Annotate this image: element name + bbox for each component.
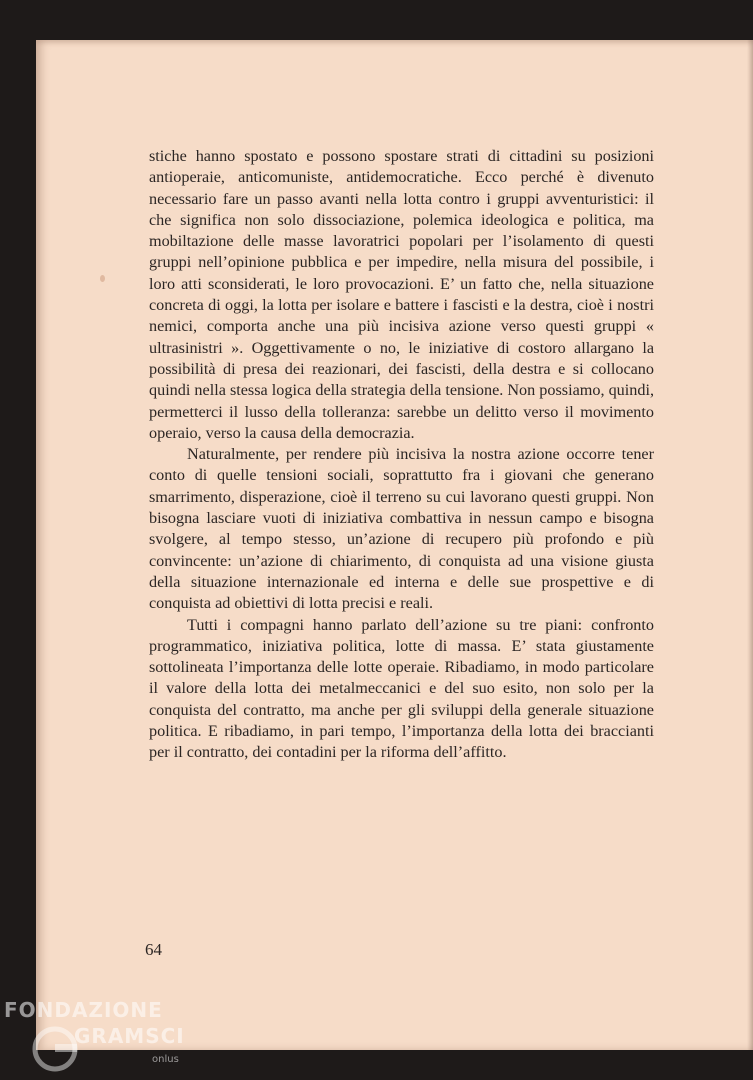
book-page [36, 40, 753, 1050]
paragraph-3: Tutti i compagni hanno parlato dell’azione su tre piani: confronto programmatico, iniziativa politica, lotte di massa. E’ stata giustamente sottolineata l’importanza delle lotte operaie. Ribadiamo, in modo particolare il valore della lotta dei metalmeccanici e del suo esito, non solo per la conquista del contratto, ma anche per gli sviluppi della generale situazione politica. E ribadiamo, in pari tempo, l’importanza della lotta dei braccianti per il contratto, dei contadini per la riforma dell’affitto. [149, 615, 654, 762]
gramsci-logo-icon [30, 1024, 80, 1074]
watermark-line1: FONDAZIONE [4, 998, 163, 1022]
page-edge-shadow [747, 40, 753, 1050]
body-text [149, 146, 654, 764]
paper-speck [100, 275, 105, 282]
paragraph-2: Naturalmente, per rendere più incisiva la nostra azione occorre tener conto di quelle tensioni sociali, soprattutto fra i giovani che generano smarrimento, disperazione, cioè il terreno su cui lavorano questi gruppi. Non bisogna lasciare vuoti di iniziativa combattiva in nessun campo e bisogna svolgere, al tempo stesso, un’azione di recupero più profondo e più convincente: un’azione di chiarimento, di conquista ad una visione giusta della situazione internazionale ed interna e delle sue prospettive e di conquista ad obiettivi di lotta precisi e reali. [149, 445, 654, 613]
page-number: 64 [145, 940, 162, 959]
watermark-line2: GRAMSCI [74, 1024, 185, 1048]
watermark-sub: onlus [152, 1054, 179, 1065]
paragraph-1: stiche hanno spostato e possono spostare strati di cittadini su posizioni antioperaie, anticomuniste, antidemocratiche. Ecco perché è divenuto necessario fare un passo avanti nella lotta contro i gruppi avventuristici: il che significa non solo dissociazione, polemica ideologica e politica, ma mobiltazione delle masse lavoratrici popolari per l’isolamento di questi gruppi nell’opinione pubblica e per impedire, nella misura del possibile, i loro atti sconsiderati, le loro provocazioni. E’ un fatto che, nella situazione concreta di oggi, la lotta per isolare e battere i fascisti e la destra, cioè i nostri nemici, comporta anche una più incisiva azione verso questi gruppi « ultrasinistri ». Oggettivamente o no, le iniziative di costoro allargano la possibilità di presa dei reazionari, dei fascisti, della destra e si collocano quindi nella stessa logica della strategia della tensione. Non possiamo, quindi, permetterci il lusso della tolleranza: sarebbe un delitto verso il movimento operaio, verso la causa della democrazia. [149, 147, 654, 442]
fondazione-gramsci-watermark [0, 994, 200, 1080]
